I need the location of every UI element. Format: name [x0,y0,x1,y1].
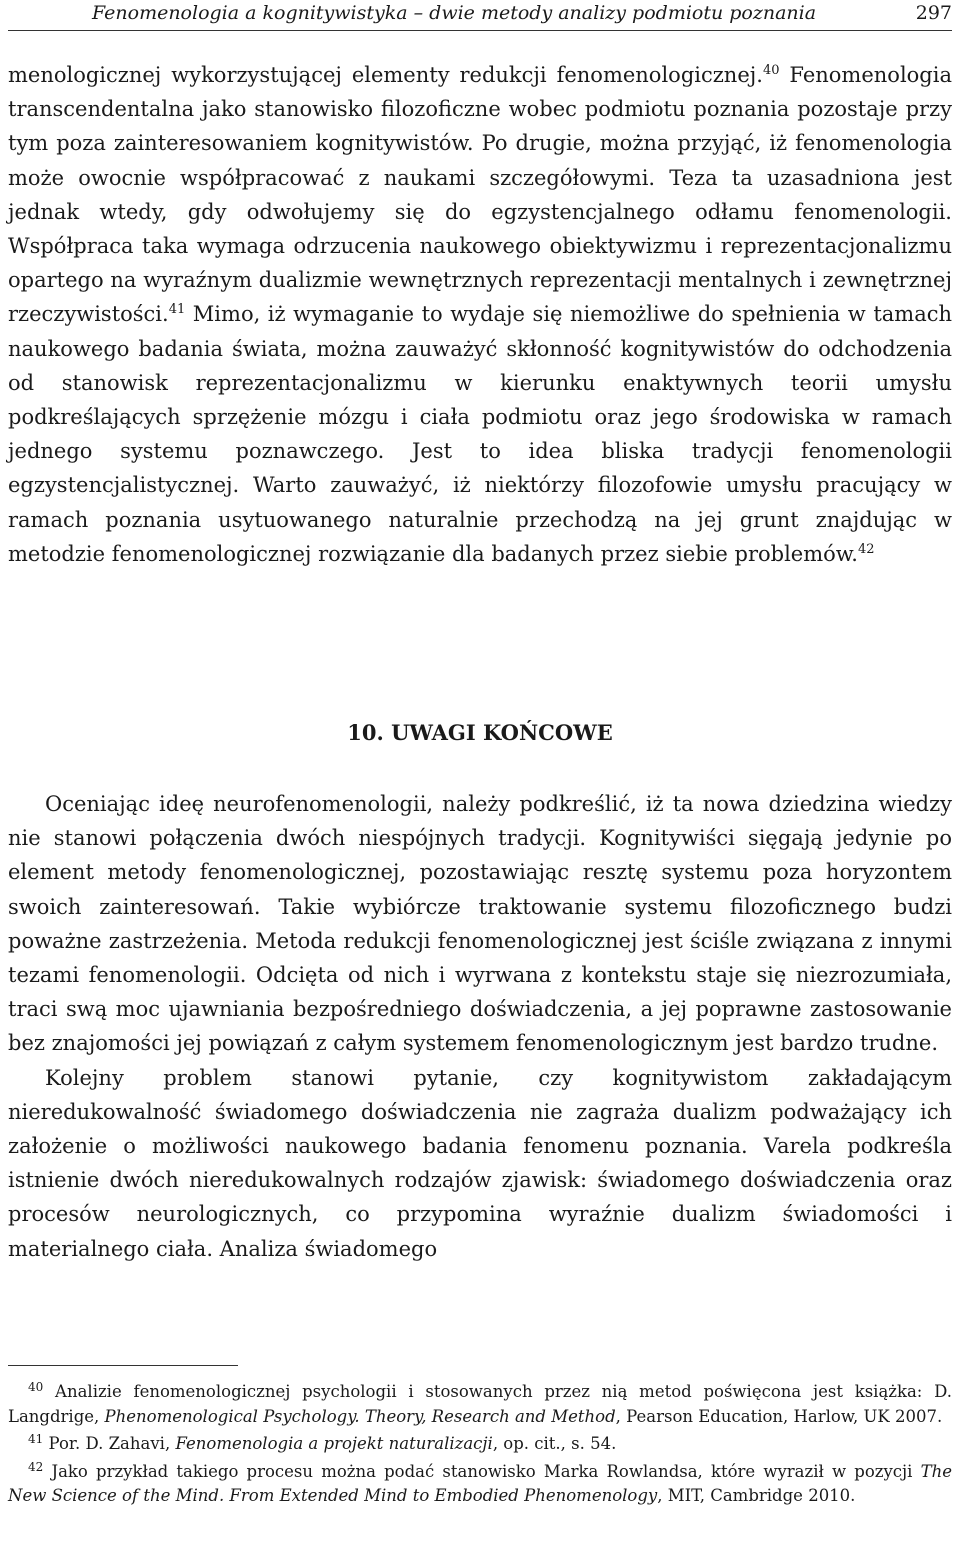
text-run: Fenomenologia transcendentalna jako stanowisko filozoficzne wobec podmiotu poznania pozostaje przy tym poza zainteresowaniem kognitywistów. Po drugie, można przyjąć, iż fenomenologia może owocnie współpracować z naukami szczegółowymi. Teza ta uzasadniona jest jednak wtedy, gdy odwołujemy się do egzystencjalnego odłamu fenomenologii. Współpraca taka wymaga odrzucenia naukowego obiektywizmu i reprezentacjonalizmu opartego na wyraźnym dualizmie wewnętrznych reprezentacji mentalnych i zewnętrznej rzeczywistości. [8,63,952,327]
text-run: Mimo, iż wymaganie to wydaje się niemożliwe do spełnienia w tamach naukowego badania świata, można zauważyć skłonność kognitywistów do odchodzenia od stanowisk reprezentacjonalizmu w kierunku enaktywnych teorii umysłu podkreślających sprzężenie mózgu i ciała podmiotu oraz jego środowiska w ramach jednego systemu poznawczego. Jest to idea bliska tradycji fenomenologii egzystencjalistycznej. Warto zauważyć, iż niektórzy filozofowie umysłu pracujący w ramach poznania usytuowanego naturalnie przechodzą na jej grunt znajdując w metodzie fenomenologicznej rozwiązanie dla badanych przez siebie problemów. [8,302,952,566]
book-title: Phenomenological Psychology. Theory, Research and Method [104,1406,616,1426]
text-run: , Pearson Education, Harlow, UK 2007. [615,1406,943,1426]
paragraph: Oceniając ideę neurofenomenologii, należy podkreślić, iż ta nowa dziedzina wiedzy nie stanowi połączenia dwóch niespójnych tradycji. Kognitywiści sięgają jedynie po element metody fenomenologicznej, pozostawiając resztę systemu poza horyzontem swoich zainteresowań. Takie wybiórcze traktowanie systemu filozoficznego budzi poważne zastrzeżenia. Metoda redukcji fenomenologicznej jest ściśle związana z innymi tezami fenomenologii. Odcięta od nich i wyrwana z kontekstu staje się niezrozumiała, traci swą moc ujawniania bezpośredniego doświadczenia, a jej poprawne zastosowanie bez znajomości jej powiązań z całym systemem fenomenologicznym jest bardzo trudne. [8,792,952,1056]
footnote-number: 41 [28,1432,44,1446]
footnote-ref-41: 41 [168,302,186,318]
paragraph [8,58,952,571]
text-run: Jako przykład takiego procesu można podać stanowisko Marka Rowlandsa, które wyraził w pozycji [51,1461,921,1481]
section-heading: 10. UWAGI KOŃCOWE [347,720,613,745]
text-run: Analizie fenomenologicznej psychologii i stosowanych przez nią metod poświęcona jest książka: D. Langdrige, [8,1382,953,1426]
footnote-41 [8,1432,952,1457]
text-run: menologicznej wykorzystującej elementy redukcji fenomenologicznej. [8,63,763,87]
running-head [8,0,952,31]
footnote-separator [8,1365,238,1366]
text-run: Por. D. Zahavi, [48,1434,176,1453]
text-run: , op. cit., s. 54. [492,1434,617,1453]
footnote-number: 40 [28,1380,44,1394]
footnote-40 [8,1380,952,1429]
text-run: , MIT, Cambridge 2010. [657,1486,856,1505]
footnote-42 [8,1460,952,1509]
footnote-number: 42 [28,1459,44,1474]
footnote-ref-42: 42 [857,541,875,557]
page-number: 297 [915,2,952,24]
footnotes [8,1380,952,1509]
book-title: The New Science of the Mind. From Extended Mind to Embodied Phenomenology [8,1461,952,1505]
paragraph: Kolejny problem stanowi pytanie, czy kognitywistom zakładającym nieredukowalność świadomego doświadczenia nie zagraża dualizm podważający ich założenie o możliwości naukowego badania fenomenu poznania. Varela podkreśla istnienie dwóch nieredukowalnych rodzajów zjawisk: świadomego doświadczenia oraz procesów neurologicznych, co przypomina wyraźnie dualizm świadomości i materialnego ciała. Analiza świadomego [8,1065,952,1261]
body-text-continued [8,58,952,571]
body-text-conclusions [8,787,952,1266]
book-title: Fenomenologia a projekt naturalizacji [175,1434,493,1453]
footnote-ref-40: 40 [762,63,780,78]
running-head-title: Fenomenologia a kognitywistyka – dwie metody analizy podmiotu poznania [92,2,817,24]
